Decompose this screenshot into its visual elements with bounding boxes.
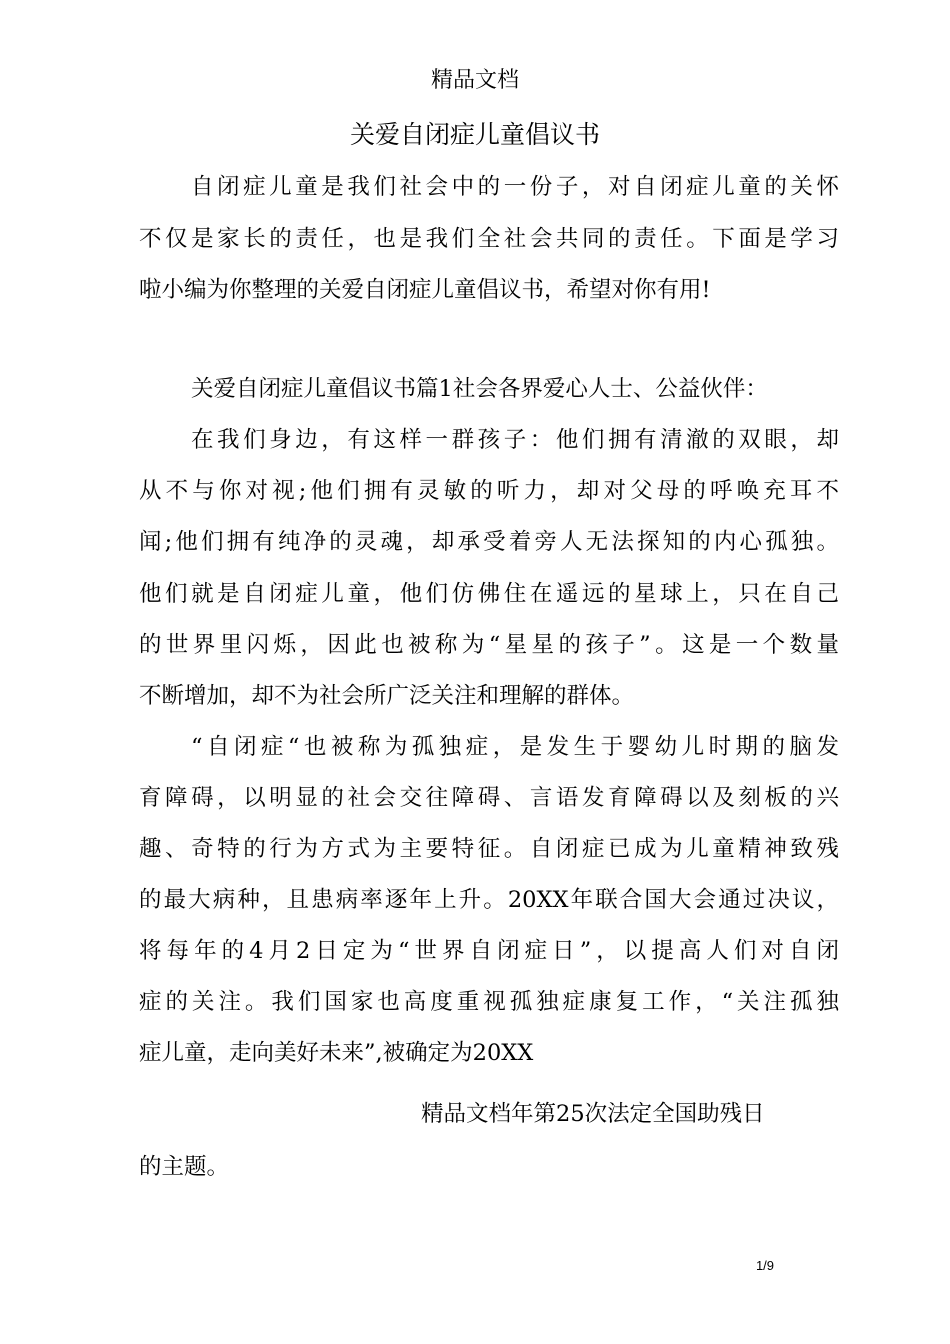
intro-line: 啦小编为你整理的关爱自闭症儿童倡议书，希望对你有用! xyxy=(139,277,711,303)
page-header: 精品文档 xyxy=(430,68,519,93)
paragraph-line: “自闭症“也被称为孤独症，是发生于婴幼儿时期的脑发 xyxy=(191,734,839,760)
document-title: 关爱自闭症儿童倡议书 xyxy=(349,120,600,149)
paragraph-line: 不断增加，却不为社会所广泛关注和理解的群体。 xyxy=(139,683,635,709)
paragraph-line: 他们就是自闭症儿童，他们仿佛住在遥远的星球上，只在自己 xyxy=(139,581,839,607)
paragraph-line: 将每年的4月2日定为“世界自闭症日”，以提高人们对自闭 xyxy=(139,938,839,964)
intro-line: 不仅是家长的责任，也是我们全社会共同的责任。下面是学习 xyxy=(139,226,839,252)
paragraph-line: 育障碍，以明显的社会交往障碍、言语发育障碍以及刻板的兴 xyxy=(139,785,839,811)
closing-line: 的主题。 xyxy=(139,1154,230,1180)
paragraph-line: 在我们身边，有这样一群孩子：他们拥有清澈的双眼，却 xyxy=(191,427,839,453)
intro-line: 自闭症儿童是我们社会中的一份子，对自闭症儿童的关怀 xyxy=(191,174,839,200)
paragraph-line: 症的关注。我们国家也高度重视孤独症康复工作，“关注孤独 xyxy=(139,989,839,1015)
paragraph-line: 的世界里闪烁，因此也被称为“星星的孩子”。这是一个数量 xyxy=(139,632,839,658)
paragraph-line: 的最大病种，且患病率逐年上升。20XX年联合国大会通过决议， xyxy=(139,887,839,913)
paragraph-line: 闻;他们拥有纯净的灵魂，却承受着旁人无法探知的内心孤独。 xyxy=(139,529,839,555)
section-heading: 关爱自闭症儿童倡议书篇1社会各界爱心人士、公益伙伴： xyxy=(191,376,768,402)
page-footer-text: 精品文档年第25次法定全国助残日 xyxy=(421,1101,765,1127)
page-number: 1/9 xyxy=(755,1258,775,1273)
paragraph-line: 趣、奇特的行为方式为主要特征。自闭症已成为儿童精神致残 xyxy=(139,836,839,862)
paragraph-line: 症儿童，走向美好未来”,被确定为20XX xyxy=(139,1040,534,1066)
paragraph-line: 从不与你对视;他们拥有灵敏的听力，却对父母的呼唤充耳不 xyxy=(139,478,839,504)
